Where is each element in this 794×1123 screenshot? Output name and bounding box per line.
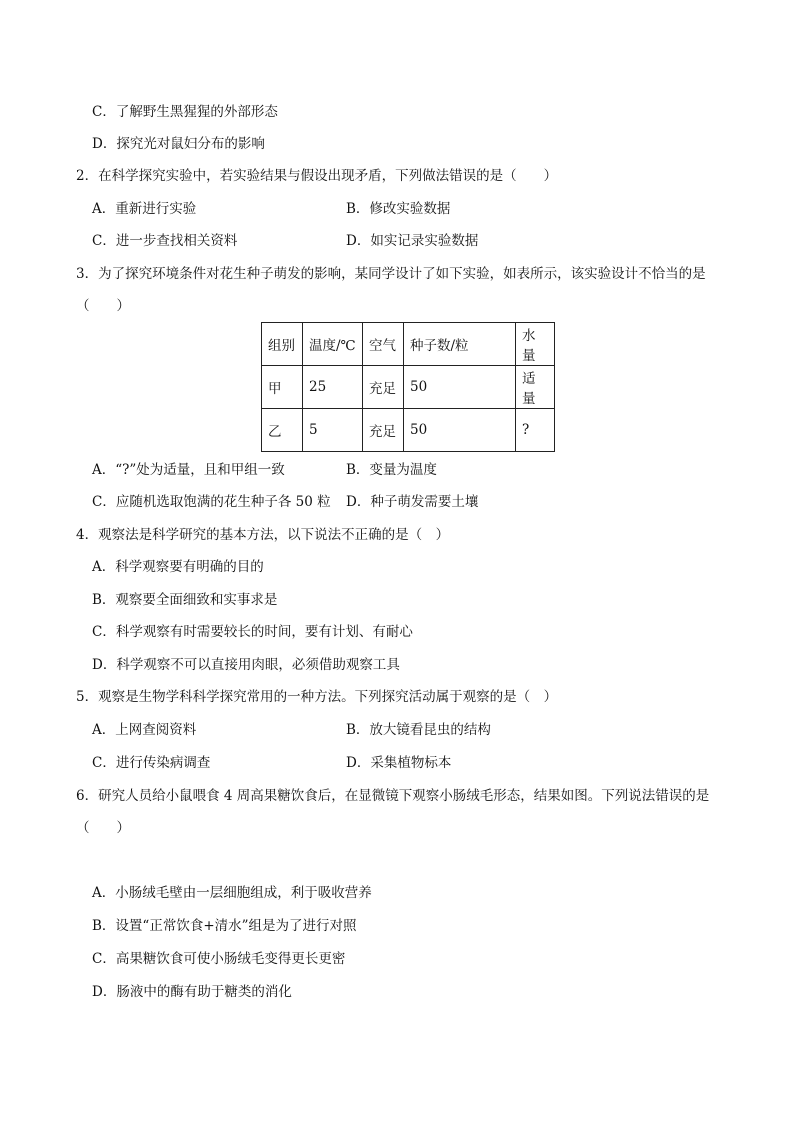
q1-option-d: D．探究光对鼠妇分布的影响 xyxy=(92,136,265,152)
q4-option-a: A．科学观察要有明确的目的 xyxy=(92,559,264,575)
table-header-cell: 空气 xyxy=(363,323,404,366)
q5-option-c: C．进行传染病调查 xyxy=(92,755,211,771)
table-cell: 乙 xyxy=(262,409,303,452)
q4-option-d: D．科学观察不可以直接用肉眼，必须借助观察工具 xyxy=(92,657,400,673)
table-header-cell: 水量 xyxy=(516,323,555,366)
q4-stem: 4．观察法是科学研究的基本方法，以下说法不正确的是（ ） xyxy=(76,527,450,543)
table-cell: 5 xyxy=(303,409,363,452)
q6-option-b: B．设置“正常饮食+清水”组是为了进行对照 xyxy=(92,918,357,934)
table-header-cell: 组别 xyxy=(262,323,303,366)
q2-option-c: C．进一步查找相关资料 xyxy=(92,233,238,249)
q6-stem: 6．研究人员给小鼠喂食 4 周高果糖饮食后，在显微镜下观察小肠绒毛形态，结果如图。下列说法错误的是 xyxy=(76,788,710,804)
table-row xyxy=(262,366,555,409)
q6-option-c: C．高果糖饮食可使小肠绒毛变得更长更密 xyxy=(92,951,346,967)
table-row xyxy=(262,409,555,452)
table-header-row xyxy=(262,323,555,366)
q1-option-c: C．了解野生黑猩猩的外部形态 xyxy=(92,104,278,120)
q3-option-d: D．种子萌发需要土壤 xyxy=(346,494,479,510)
q2-option-b: B．修改实验数据 xyxy=(346,201,451,217)
q3-paren: （ ） xyxy=(76,298,130,314)
q4-option-c: C．科学观察有时需要较长的时间，要有计划、有耐心 xyxy=(92,624,413,640)
table-cell: 适量 xyxy=(516,366,555,409)
q3-experiment-table xyxy=(261,322,555,452)
table-cell: 50 xyxy=(404,409,516,452)
q5-option-b: B．放大镜看昆虫的结构 xyxy=(346,722,491,738)
table-cell: 50 xyxy=(404,366,516,409)
q3-stem: 3．为了探究环境条件对花生种子萌发的影响，某同学设计了如下实验，如表所示，该实验设计不恰当的是 xyxy=(76,266,706,282)
q2-stem: 2．在科学探究实验中，若实验结果与假设出现矛盾，下列做法错误的是（ ） xyxy=(76,168,558,184)
q5-option-a: A．上网查阅资料 xyxy=(92,722,197,738)
q3-option-c: C．应随机选取饱满的花生种子各 50 粒 xyxy=(92,494,331,510)
q6-option-a: A．小肠绒毛壁由一层细胞组成，利于吸收营养 xyxy=(92,885,372,901)
table-header-cell: 温度/℃ xyxy=(303,323,363,366)
q3-option-b: B．变量为温度 xyxy=(346,462,437,478)
q6-paren: （ ） xyxy=(76,820,130,836)
q2-option-a: A．重新进行实验 xyxy=(92,201,197,217)
table-cell: 甲 xyxy=(262,366,303,409)
table-cell: 25 xyxy=(303,366,363,409)
table-cell: 充足 xyxy=(363,366,404,409)
q5-option-d: D．采集植物标本 xyxy=(346,755,452,771)
q4-option-b: B．观察要全面细致和实事求是 xyxy=(92,592,278,608)
q3-option-a: A．“?”处为适量，且和甲组一致 xyxy=(92,462,285,478)
q6-option-d: D．肠液中的酶有助于糖类的消化 xyxy=(92,984,292,1000)
table-header-cell: 种子数/粒 xyxy=(404,323,516,366)
table-cell: 充足 xyxy=(363,409,404,452)
q5-stem: 5．观察是生物学科科学探究常用的一种方法。下列探究活动属于观察的是（ ） xyxy=(76,689,558,705)
q2-option-d: D．如实记录实验数据 xyxy=(346,233,479,249)
table-cell: ? xyxy=(516,409,555,452)
